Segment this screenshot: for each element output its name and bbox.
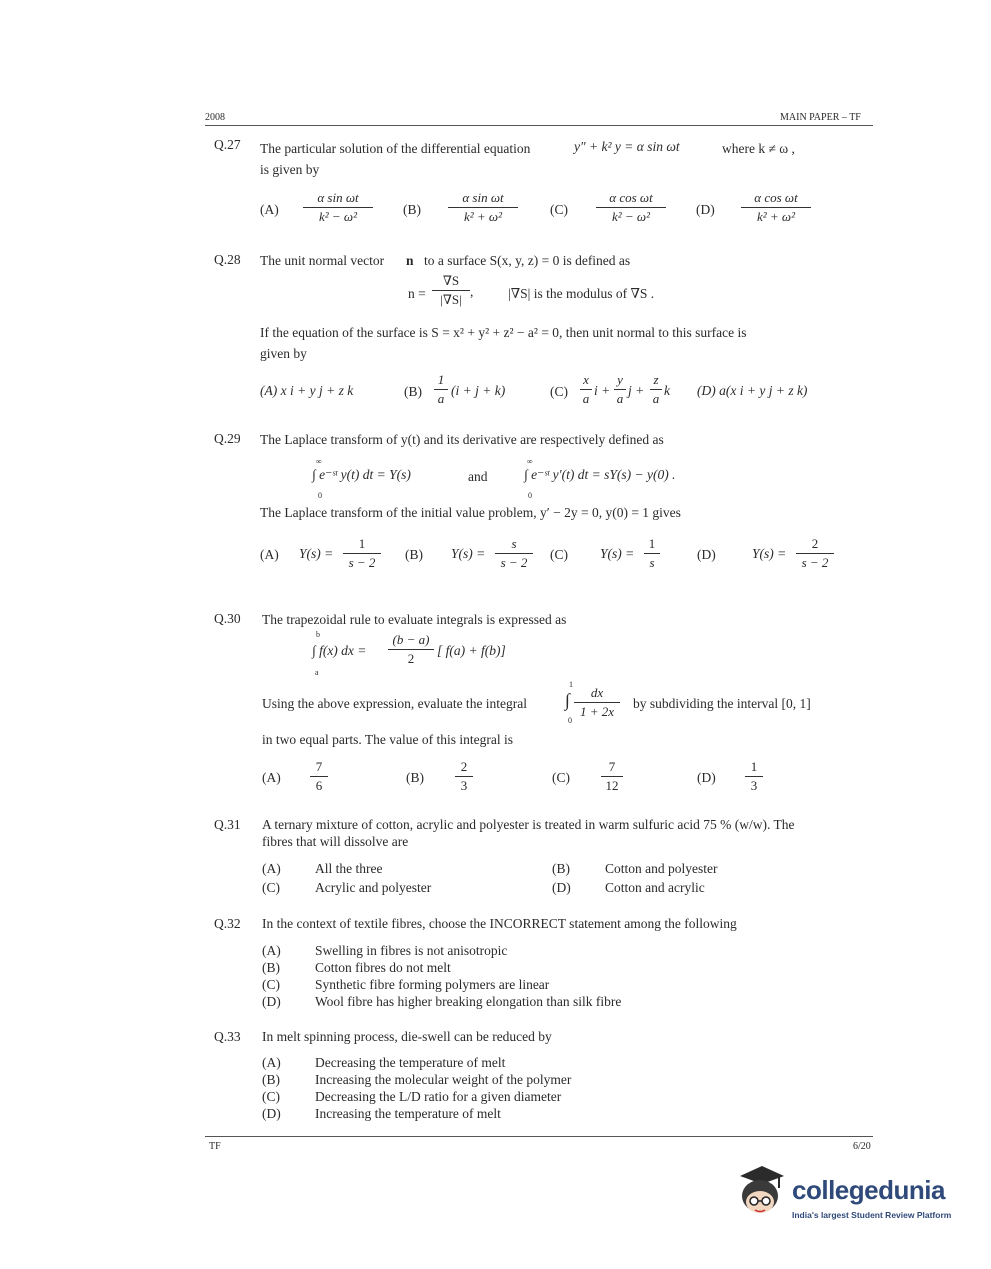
q29-b-lhs: Y(s) =: [451, 546, 486, 561]
q30-text2b: by subdividing the interval [0, 1]: [633, 696, 811, 711]
q32-option-a: Swelling in fibres is not anisotropic: [315, 943, 508, 958]
q28-text: The unit normal vector: [260, 253, 385, 268]
q30-int-sign: ∫: [565, 690, 570, 710]
q27-label-b: (B): [403, 202, 421, 217]
q29-int1: ∫ e⁻ˢᵗ y(t) dt = Y(s): [312, 467, 411, 482]
q30-a-den: 6: [315, 778, 323, 793]
q30-label-c: (C): [552, 770, 570, 785]
q32-number: Q.32: [214, 916, 241, 931]
q33-option-c: Decreasing the L/D ratio for a given diameter: [315, 1089, 562, 1104]
q29-option-b: [495, 536, 533, 571]
q28-c-x: x: [580, 372, 592, 390]
q30-int-frac: [574, 685, 620, 720]
q29-label-b: (B): [405, 547, 423, 562]
q27-option-d: [741, 190, 811, 225]
q29-and: and: [468, 469, 488, 484]
q30-rule-den: 2: [407, 651, 415, 666]
q27-label-c: (C): [550, 202, 568, 217]
q28-b-rest: (i + j + k): [451, 383, 506, 398]
q30-rule-num: (b − a): [388, 632, 434, 650]
q30-d-num: 1: [745, 759, 763, 777]
q31-label-a: (A): [262, 861, 281, 876]
q32-label-a: (A): [262, 943, 281, 958]
q28-c-den2: a: [616, 391, 624, 406]
footer-rule: [205, 1136, 873, 1137]
q30-a-num: 7: [310, 759, 328, 777]
q30-rule-lower: a: [315, 668, 319, 677]
q29-label-c: (C): [550, 547, 568, 562]
q28-c-frac-x: [580, 372, 592, 407]
q30-label-d: (D): [697, 770, 716, 785]
q29-a-den: s − 2: [348, 555, 376, 570]
q32-text: In the context of textile fibres, choose the INCORRECT statement among the following: [262, 916, 737, 931]
q28-comma: ,: [470, 284, 474, 299]
footer-code: TF: [209, 1141, 221, 1152]
q27-a-num: α sin ωt: [303, 190, 373, 208]
q28-number: Q.28: [214, 252, 241, 267]
q31-label-c: (C): [262, 880, 280, 895]
q27-c-num: α cos ωt: [596, 190, 666, 208]
q29-text2: The Laplace transform of the initial value problem, y′ − 2y = 0, y(0) = 1 gives: [260, 505, 681, 520]
q27-option-a: [303, 190, 373, 225]
q31-option-a: All the three: [315, 861, 383, 876]
q29-int1-upper: ∞: [316, 457, 322, 466]
q28-c-z: z: [650, 372, 662, 390]
q30-label-b: (B): [406, 770, 424, 785]
q33-option-b: Increasing the molecular weight of the polymer: [315, 1072, 572, 1087]
q28-text2: If the equation of the surface is S = x² + y² + z² − a² = 0, then unit normal to this surface is: [260, 325, 747, 340]
q27-text: The particular solution of the differential equation: [260, 141, 531, 156]
q30-rule-upper: b: [316, 630, 320, 639]
q32-option-d: Wool fibre has higher breaking elongation than silk fibre: [315, 994, 622, 1009]
q28-c-k: k: [664, 383, 670, 398]
q29-int2-lower: 0: [528, 491, 532, 500]
footer-page: 6/20: [853, 1141, 871, 1152]
q29-number: Q.29: [214, 431, 241, 446]
q29-int1-lower: 0: [318, 491, 322, 500]
q33-number: Q.33: [214, 1029, 241, 1044]
q32-label-b: (B): [262, 960, 280, 975]
header-paper: MAIN PAPER – TF: [780, 112, 861, 123]
q29-c-den: s: [649, 555, 655, 570]
q28-c-frac-z: [650, 372, 662, 407]
q28-option-a: (A) x i + y j + z k: [260, 383, 354, 398]
q29-a-num: 1: [343, 536, 381, 554]
q33-option-a: Decreasing the temperature of melt: [315, 1055, 506, 1070]
q29-option-c: [644, 536, 660, 571]
q30-text2: Using the above expression, evaluate the integral: [262, 696, 528, 711]
q30-c-den: 12: [605, 778, 619, 793]
q29-d-den: s − 2: [801, 555, 829, 570]
q30-text: The trapezoidal rule to evaluate integrals is expressed as: [262, 612, 567, 627]
q32-label-c: (C): [262, 977, 280, 992]
q29-int2: ∫ e⁻ˢᵗ y′(t) dt = sY(s) − y(0) .: [524, 467, 676, 482]
q30-option-a: [310, 759, 328, 794]
q31-option-b: Cotton and polyester: [605, 861, 718, 876]
q31-label-b: (B): [552, 861, 570, 876]
q27-c-den: k² − ω²: [611, 209, 651, 224]
q27-where: where k ≠ ω ,: [722, 141, 795, 156]
q28-text-b: to a surface S(x, y, z) = 0 is defined as: [424, 253, 631, 268]
q33-label-c: (C): [262, 1089, 280, 1104]
q27-a-den: k² − ω²: [318, 209, 358, 224]
q28-def-note: |∇S| is the modulus of ∇S .: [508, 286, 655, 301]
q27-text2: is given by: [260, 162, 320, 177]
q27-equation: y″ + k² y = α sin ωt: [574, 139, 680, 154]
q30-rule-frac: [388, 632, 434, 667]
q33-label-b: (B): [262, 1072, 280, 1087]
collegedunia-logo-text: collegedunia: [792, 1175, 945, 1205]
q29-label-d: (D): [697, 547, 716, 562]
q30-int-upper: 1: [569, 680, 573, 689]
q33-text: In melt spinning process, die-swell can be reduced by: [262, 1029, 552, 1044]
q31-label-d: (D): [552, 880, 571, 895]
q31-number: Q.31: [214, 817, 241, 832]
q33-option-d: Increasing the temperature of melt: [315, 1106, 501, 1121]
q28-n: n: [406, 253, 414, 268]
q29-option-d: [796, 536, 834, 571]
q27-option-b: [448, 190, 518, 225]
q28-def-num: ∇S: [432, 273, 470, 291]
q32-label-d: (D): [262, 994, 281, 1009]
q29-b-den: s − 2: [500, 555, 528, 570]
q30-int-num: dx: [574, 685, 620, 703]
q28-c-j: j +: [628, 383, 645, 398]
q29-c-num: 1: [644, 536, 660, 554]
q27-label-d: (D): [696, 202, 715, 217]
q28-b-frac: [434, 372, 448, 407]
q29-int2-upper: ∞: [527, 457, 533, 466]
header-year: 2008: [205, 112, 225, 123]
q31-option-d: Cotton and acrylic: [605, 880, 705, 895]
q30-rule-lhs: ∫ f(x) dx =: [312, 643, 367, 658]
q28-c-i: i +: [594, 383, 611, 398]
q33-label-d: (D): [262, 1106, 281, 1121]
q28-def-den: |∇S|: [440, 292, 462, 307]
q28-def-frac: [432, 273, 470, 308]
q30-int-lower: 0: [568, 716, 572, 725]
q30-d-den: 3: [750, 778, 758, 793]
q30-c-num: 7: [601, 759, 623, 777]
q29-c-lhs: Y(s) =: [600, 546, 635, 561]
q30-label-a: (A): [262, 770, 281, 785]
q31-text2: fibres that will dissolve are: [262, 834, 409, 849]
q28-def-lhs: n =: [408, 286, 426, 301]
q30-b-den: 3: [460, 778, 468, 793]
q28-c-frac-y: [614, 372, 626, 407]
q32-option-c: Synthetic fibre forming polymers are linear: [315, 977, 550, 992]
q30-b-num: 2: [455, 759, 473, 777]
collegedunia-tagline: India's largest Student Review Platform: [792, 1210, 952, 1220]
q27-d-den: k² + ω²: [756, 209, 796, 224]
q29-d-num: 2: [796, 536, 834, 554]
q28-b-den: a: [437, 391, 445, 406]
q28-option-d: (D) a(x i + y j + z k): [697, 383, 808, 398]
q29-text: The Laplace transform of y(t) and its derivative are respectively defined as: [260, 432, 664, 447]
q30-option-d: [745, 759, 763, 794]
q27-number: Q.27: [214, 137, 241, 152]
header-rule: [205, 125, 873, 126]
q30-int-den: 1 + 2x: [579, 704, 615, 719]
q28-label-c: (C): [550, 384, 568, 399]
q29-label-a: (A): [260, 547, 279, 562]
q28-b-num: 1: [434, 372, 448, 390]
q33-label-a: (A): [262, 1055, 281, 1070]
q30-text3: in two equal parts. The value of this integral is: [262, 732, 513, 747]
q27-d-num: α cos ωt: [741, 190, 811, 208]
q28-c-den1: a: [582, 391, 590, 406]
q29-d-lhs: Y(s) =: [752, 546, 787, 561]
q29-a-lhs: Y(s) =: [299, 546, 334, 561]
q27-b-den: k² + ω²: [463, 209, 503, 224]
q30-number: Q.30: [214, 611, 241, 626]
q28-c-y: y: [614, 372, 626, 390]
q27-label-a: (A): [260, 202, 279, 217]
q28-label-b: (B): [404, 384, 422, 399]
q28-c-den3: a: [652, 391, 660, 406]
q32-option-b: Cotton fibres do not melt: [315, 960, 451, 975]
collegedunia-mascot-icon: [732, 1160, 792, 1220]
q29-option-a: [343, 536, 381, 571]
q30-option-b: [455, 759, 473, 794]
q30-rule-rhs: [ f(a) + f(b)]: [437, 643, 506, 658]
q27-option-c: [596, 190, 666, 225]
q31-option-c: Acrylic and polyester: [315, 880, 432, 895]
q27-b-num: α sin ωt: [448, 190, 518, 208]
q29-b-num: s: [495, 536, 533, 554]
q31-text: A ternary mixture of cotton, acrylic and polyester is treated in warm sulfuric acid 75 % (w/w). The: [262, 817, 795, 832]
q30-option-c: [601, 759, 623, 794]
q28-text3: given by: [260, 346, 307, 361]
